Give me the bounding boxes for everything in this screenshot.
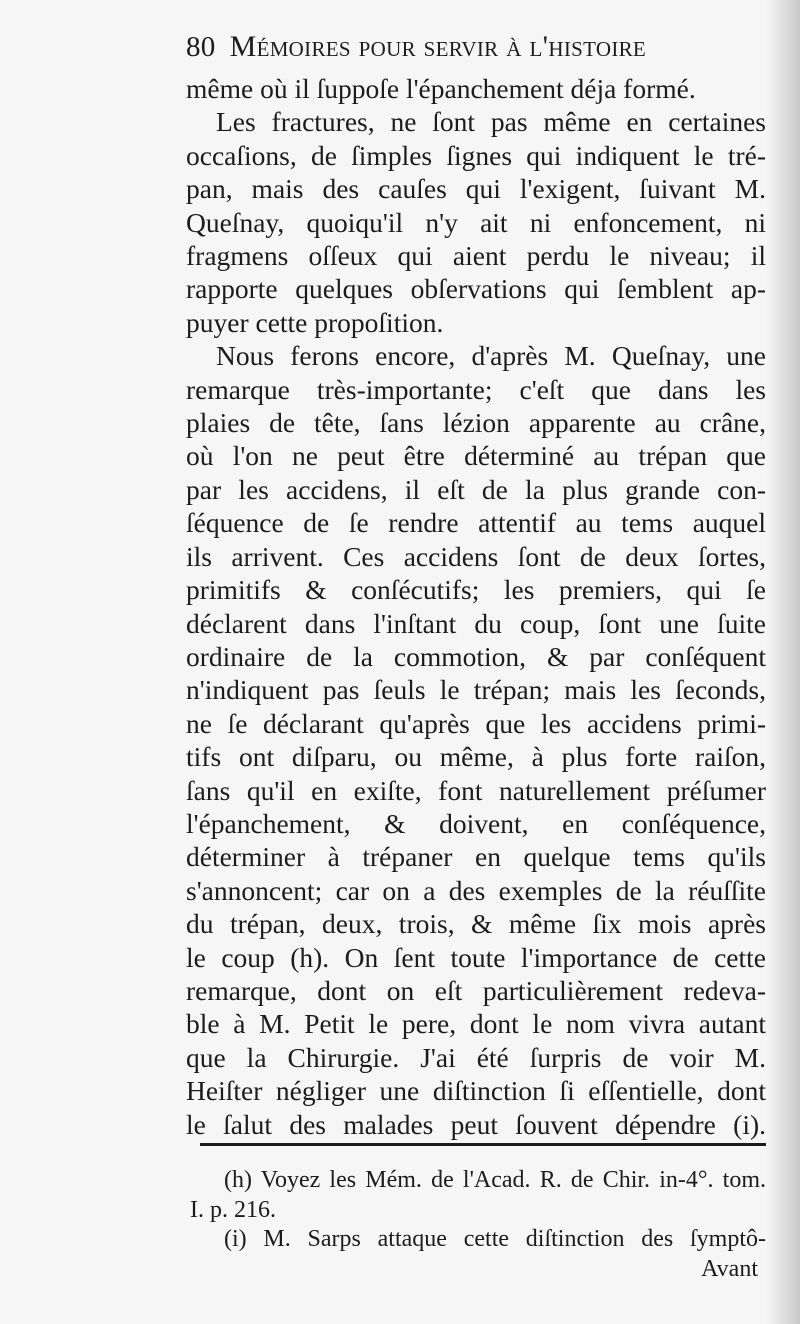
text-line: l'épanchement, & doivent, en conſéquence, xyxy=(186,807,766,839)
text-line: tifs ont diſparu, ou même, à plus forte raiſon, xyxy=(186,741,766,773)
text-line: Nous ferons encore, d'après M. Queſnay, une xyxy=(216,340,766,372)
text-line: n'indiquent pas ſeuls le trépan; mais les ſeconds, xyxy=(186,674,766,706)
text-line: ble à M. Petit le pere, dont le nom vivra autant xyxy=(186,1008,766,1040)
footnote-line: I. p. 216. xyxy=(190,1196,276,1223)
footnote-line: (h) Voyez les Mém. de l'Acad. R. de Chir. in-4°. tom. xyxy=(224,1167,766,1193)
catchword: Avant xyxy=(701,1256,758,1282)
text-line: puyer cette propoſition. xyxy=(186,306,444,338)
page-header xyxy=(186,30,776,64)
text-line: pan, mais des cauſes qui l'exigent, ſuivant M. xyxy=(186,173,766,205)
text-line: par les accidens, il eſt de la plus grande con- xyxy=(186,473,766,505)
footnotes xyxy=(190,1166,766,1255)
text-line: du trépan, deux, trois, & même ſix mois après xyxy=(186,908,766,940)
text-line: même où il ſuppoſe l'épanchement déja formé. xyxy=(186,73,696,104)
text-line: ne ſe déclarant qu'après que les accidens primi- xyxy=(186,707,766,739)
text-line: que la Chirurgie. J'ai été ſurpris de voir M. xyxy=(186,1041,766,1073)
body-text xyxy=(186,72,766,1141)
text-line: où l'on ne peut être déterminé au trépan que xyxy=(186,440,766,472)
text-line: primitifs & conſécutifs; les premiers, qui ſe xyxy=(186,574,766,606)
text-line: Les fractures, ne ſont pas même en certaines xyxy=(216,106,766,138)
text-line: fragmens oſſeux qui aient perdu le niveau; il xyxy=(186,240,766,272)
text-line: déterminer à trépaner en quelque tems qu'ils xyxy=(186,841,766,873)
footnote-line: (i) M. Sarps attaque cette diſtinction des ſymptô- xyxy=(224,1226,766,1252)
text-line: déclarent dans l'inſtant du coup, ſont une ſuite xyxy=(186,607,766,639)
text-line: Heiſter négliger une diſtinction ſi eſſentielle, dont xyxy=(186,1075,766,1107)
text-line: remarque, dont on eſt particulièrement redeva- xyxy=(186,974,766,1006)
text-line: occaſions, de ſimples ſignes qui indiquent le tré- xyxy=(186,139,766,171)
text-line: le ſalut des malades peut ſouvent dépendre (i). xyxy=(186,1108,766,1140)
text-line: s'annoncent; car on a des exemples de la réuſſite xyxy=(186,874,766,906)
footnote-rule xyxy=(200,1143,766,1146)
text-line: ſéquence de ſe rendre attentif au tems auquel xyxy=(186,507,766,539)
text-line: le coup (h). On ſent toute l'importance de cette xyxy=(186,941,766,973)
text-line: rapporte quelques obſervations qui ſemblent ap- xyxy=(186,273,766,305)
text-line: ordinaire de la commotion, & par conſéquent xyxy=(186,640,766,672)
text-line: Queſnay, quoiqu'il n'y ait ni enfoncement, ni xyxy=(186,206,766,238)
page-number: 80 xyxy=(186,31,216,63)
text-line: ſans qu'il en exiſte, font naturellement préſumer xyxy=(186,774,766,806)
text-line: ils arrivent. Ces accidens ſont de deux ſortes, xyxy=(186,540,766,572)
text-line: plaies de tête, ſans lézion apparente au crâne, xyxy=(186,407,766,439)
text-line: remarque très-importante; c'eſt que dans les xyxy=(186,373,766,405)
running-title: Mémoires pour servir à l'histoire xyxy=(229,30,647,63)
page-edge-shadow xyxy=(766,0,800,1324)
